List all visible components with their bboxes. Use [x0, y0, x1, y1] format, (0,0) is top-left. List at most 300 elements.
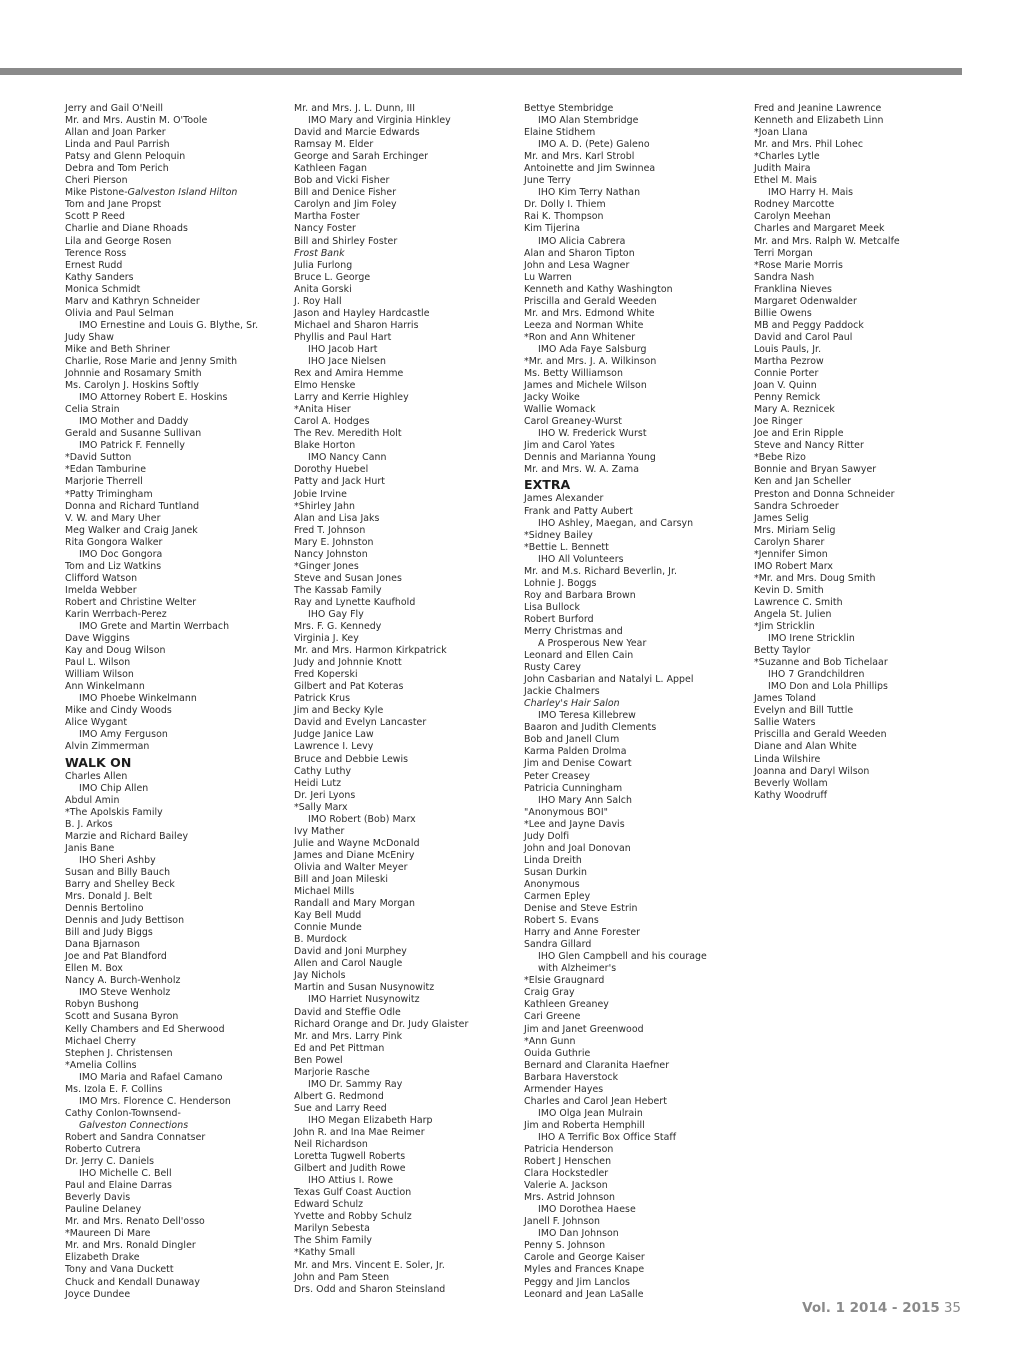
donor-name	[524, 1289, 749, 1301]
tribute-line	[294, 814, 519, 826]
entry-text: IMO Nancy Cann	[308, 452, 387, 464]
entry-text: Craig Gray	[524, 987, 575, 999]
donor-name	[65, 807, 290, 819]
donor-name	[294, 236, 519, 248]
entry-text: David and Steffie Odle	[294, 1006, 401, 1018]
donor-name	[524, 332, 749, 344]
tribute-line	[524, 1108, 749, 1120]
donor-name	[524, 127, 749, 139]
donor-name	[294, 489, 519, 501]
donor-name	[754, 103, 979, 115]
donor-name	[65, 1289, 290, 1301]
entry-text: IMO A. D. (Pete) Galeno	[538, 139, 650, 151]
donor-name	[65, 597, 290, 609]
entry-text: Joe Ringer	[754, 416, 803, 428]
donor-name	[754, 525, 979, 537]
entry-text: Stephen J. Christensen	[65, 1047, 173, 1059]
entry-text: Angela St. Julien	[754, 608, 832, 620]
donor-name	[524, 440, 749, 452]
entry-text: Beverly Wollam	[754, 777, 828, 789]
donor-name	[524, 1240, 749, 1252]
entry-text: Charlie, Rose Marie and Jenny Smith	[65, 355, 238, 367]
donor-name	[524, 590, 749, 602]
entry-text: Mike Pistone-	[65, 187, 128, 199]
entry-text: Julie and Wayne McDonald	[294, 837, 420, 849]
entry-text: Bernard and Claranita Haefner	[524, 1059, 670, 1071]
entry-text: James and Diane McEniry	[294, 849, 415, 861]
donor-name	[754, 452, 979, 464]
entry-text: Jobie Irvine	[294, 488, 347, 500]
donor-name	[294, 103, 519, 115]
entry-text: Sandra Gillard	[524, 939, 592, 951]
entry-text: Robert Burford	[524, 613, 594, 625]
entry-text: Judy Shaw	[65, 331, 114, 343]
entry-text: Jerry and Gail O'Neill	[65, 103, 164, 114]
tribute-line	[65, 416, 290, 428]
entry-text: Diane and Alan White	[754, 741, 857, 753]
tribute-line	[65, 549, 290, 561]
donor-name	[65, 879, 290, 891]
donor-name	[65, 795, 290, 807]
donor-name	[65, 999, 290, 1011]
donor-name	[65, 260, 290, 272]
tribute-line	[65, 1072, 290, 1084]
entry-text: Blake Horton	[294, 440, 356, 452]
entry-text: Mrs. Astrid Johnson	[524, 1192, 616, 1204]
entry-text: Robert J Henschen	[524, 1156, 612, 1168]
donor-name	[65, 585, 290, 597]
entry-text: Karin Werrbach-Perez	[65, 608, 167, 620]
entry-text: *Sally Marx	[294, 801, 348, 813]
entry-text: *Bebe Rizo	[754, 452, 806, 464]
donor-name	[524, 843, 749, 855]
entry-text: Jim and Becky Kyle	[294, 705, 384, 717]
entry-text: "Anonymous BOI"	[524, 806, 609, 818]
entry-text: Patrick Krus	[294, 693, 351, 705]
donor-name	[754, 573, 979, 585]
entry-text: Steve and Nancy Ritter	[754, 440, 864, 452]
entry-text: Joyce Dundee	[65, 1288, 131, 1300]
donor-name	[294, 958, 519, 970]
entry-text: Connie Porter	[754, 368, 819, 380]
entry-text: Ramsay M. Elder	[294, 139, 374, 151]
donor-name	[294, 308, 519, 320]
entry-text: George and Sarah Erchinger	[294, 151, 429, 163]
entry-text: IMO Dorothea Haese	[538, 1204, 636, 1216]
entry-text: IMO Patrick F. Fennelly	[79, 440, 185, 452]
donor-name	[524, 686, 749, 698]
entry-text: *Lee and Jayne Davis	[524, 818, 625, 830]
entry-text: John R. and Ina Mae Reimer	[294, 1126, 425, 1138]
section-heading	[65, 755, 290, 771]
donor-name	[294, 537, 519, 549]
entry-text: Dennis and Marianna Young	[524, 452, 656, 464]
entry-text: Linda Dreith	[524, 854, 582, 866]
entry-text: Alan and Sharon Tipton	[524, 247, 635, 259]
donor-name	[524, 734, 749, 746]
tribute-line	[65, 783, 290, 795]
donor-name	[65, 891, 290, 903]
donor-name	[294, 248, 519, 260]
entry-text: Carol A. Hodges	[294, 416, 370, 428]
donor-name	[65, 705, 290, 717]
donor-name	[65, 428, 290, 440]
entry-text: Peggy and Jim Lanclos	[524, 1276, 630, 1288]
entry-text: Patricia Cunningham	[524, 782, 623, 794]
donor-name	[524, 927, 749, 939]
donor-name	[294, 513, 519, 525]
donor-name	[65, 452, 290, 464]
entry-text: IMO Robert Marx	[754, 560, 834, 572]
entry-text: Mrs. Miriam Selig	[754, 524, 836, 536]
donor-name	[524, 975, 749, 987]
donor-name	[754, 260, 979, 272]
entry-text: Alan and Lisa Jaks	[294, 512, 380, 524]
donor-name	[524, 1036, 749, 1048]
entry-text: Lila and George Rosen	[65, 235, 172, 247]
entry-text: Mr. and Mrs. Harmon Kirkpatrick	[294, 645, 447, 657]
donor-name	[294, 199, 519, 211]
donor-name	[754, 404, 979, 416]
entry-text: IMO Alicia Cabrera	[538, 235, 626, 247]
entry-text: The Kassab Family	[294, 584, 382, 596]
entry-text: Phyllis and Paul Hart	[294, 331, 392, 343]
entry-text: IMO Chip Allen	[79, 782, 149, 794]
entry-text: IMO Irene Stricklin	[768, 633, 855, 645]
donor-name	[294, 223, 519, 235]
tribute-line	[524, 344, 749, 356]
donor-name	[294, 320, 519, 332]
entry-text: Rodney Marcotte	[754, 199, 835, 211]
entry-text: Valerie A. Jackson	[524, 1180, 608, 1192]
entry-text: Mr. and Mrs. Phil Lohec	[754, 139, 864, 151]
donor-name	[524, 1011, 749, 1023]
entry-text: Ken and Jan Scheller	[754, 476, 852, 488]
donor-name	[294, 1247, 519, 1259]
entry-text: Lisa Bullock	[524, 601, 580, 613]
tribute-line	[294, 344, 519, 356]
entry-text: IHO Megan Elizabeth Harp	[308, 1114, 433, 1126]
donor-name	[65, 1240, 290, 1252]
donor-name	[524, 746, 749, 758]
entry-text: Cari Greene	[524, 1011, 581, 1023]
tribute-line	[65, 621, 290, 633]
donor-name	[65, 513, 290, 525]
donor-name	[294, 681, 519, 693]
donor-name	[294, 862, 519, 874]
entry-text: Tom and Jane Propst	[65, 199, 162, 211]
entry-text: Janell F. Johnson	[524, 1216, 601, 1228]
entry-text: IMO Don and Lola Phillips	[768, 681, 888, 693]
donor-name	[754, 585, 979, 597]
donor-name	[524, 380, 749, 392]
donor-name	[524, 1180, 749, 1192]
donor-name	[65, 356, 290, 368]
donor-name	[524, 987, 749, 999]
donor-name	[294, 476, 519, 488]
donor-name	[65, 1048, 290, 1060]
donor-name	[754, 139, 979, 151]
tribute-line	[65, 1168, 290, 1180]
entry-text: *Suzanne and Bob Tichelaar	[754, 657, 888, 669]
entry-text: Jim and Roberta Hemphill	[524, 1119, 645, 1131]
donor-name	[65, 915, 290, 927]
entry-text: V. W. and Mary Uher	[65, 512, 161, 524]
entry-text: IHO Jace Nielsen	[308, 355, 386, 367]
tribute-line	[524, 795, 749, 807]
entry-text: Connie Munde	[294, 922, 362, 934]
donor-name	[294, 211, 519, 223]
entry-text: Charles and Margaret Meek	[754, 223, 885, 235]
entry-text: Michael Mills	[294, 886, 355, 898]
donor-name	[754, 296, 979, 308]
tribute-line	[65, 320, 290, 332]
entry-text: Alice Wygant	[65, 717, 128, 729]
donor-name	[524, 356, 749, 368]
donor-name	[65, 175, 290, 187]
donor-name	[294, 802, 519, 814]
donor-name	[754, 248, 979, 260]
donor-name	[65, 1132, 290, 1144]
entry-text: Franklina Nieves	[754, 283, 832, 295]
entry-text: Roy and Barbara Brown	[524, 589, 636, 601]
tribute-line	[524, 139, 749, 151]
entry-text: Marv and Kathryn Schneider	[65, 295, 200, 307]
donor-name	[294, 1199, 519, 1211]
entry-text: John and Joal Donovan	[524, 842, 631, 854]
entry-text: Linda and Paul Parrish	[65, 139, 170, 151]
donor-name	[524, 626, 749, 638]
donor-name	[524, 211, 749, 223]
donor-name	[524, 758, 749, 770]
entry-text: Martin and Susan Nusynowitz	[294, 982, 435, 994]
donor-name	[754, 729, 979, 741]
donor-name	[294, 838, 519, 850]
entry-text: IMO Alan Stembridge	[538, 115, 639, 127]
donor-name	[65, 1228, 290, 1240]
entry-text: Jacky Woike	[524, 392, 580, 404]
donor-name	[65, 163, 290, 175]
entry-text: Barbara Haverstock	[524, 1071, 619, 1083]
donor-name	[754, 609, 979, 621]
entry-text: Mary A. Reznicek	[754, 404, 835, 416]
entry-text: EXTRA	[524, 477, 571, 493]
donor-name	[65, 1277, 290, 1289]
entry-text: Bob and Janell Clum	[524, 734, 620, 746]
donor-name	[524, 939, 749, 951]
donor-name	[294, 766, 519, 778]
donor-name	[65, 975, 290, 987]
donor-name	[65, 296, 290, 308]
donor-name	[524, 1096, 749, 1108]
donor-name	[65, 404, 290, 416]
donor-name	[65, 187, 290, 199]
donor-name	[524, 320, 749, 332]
donor-name	[524, 566, 749, 578]
donor-name	[754, 717, 979, 729]
entry-text: Cheri Pierson	[65, 175, 128, 187]
donor-name	[65, 103, 290, 115]
entry-text: *Edan Tamburine	[65, 464, 147, 476]
donor-name	[65, 211, 290, 223]
entry-text: Joanna and Daryl Wilson	[754, 765, 870, 777]
entry-text: Myles and Frances Knape	[524, 1264, 645, 1276]
tribute-line	[524, 1204, 749, 1216]
entry-text: with Alzheimer's	[538, 963, 617, 975]
donor-name	[294, 525, 519, 537]
donor-name	[65, 1252, 290, 1264]
entry-text: Ethel M. Mais	[754, 175, 817, 187]
entry-text: *Jennifer Simon	[754, 548, 828, 560]
donor-name	[524, 308, 749, 320]
donor-name	[294, 934, 519, 946]
tribute-line	[294, 1079, 519, 1091]
donor-name	[754, 320, 979, 332]
donor-name	[754, 284, 979, 296]
page-footer	[802, 1300, 961, 1316]
entry-text: Bruce L. George	[294, 271, 371, 283]
donor-name	[754, 416, 979, 428]
entry-text: Robert and Christine Welter	[65, 596, 197, 608]
entry-text: Roberto Cutrera	[65, 1143, 141, 1155]
entry-text: Wallie Womack	[524, 404, 596, 416]
entry-text: Texas Gulf Coast Auction	[294, 1187, 412, 1199]
donor-name	[294, 404, 519, 416]
donor-name	[524, 999, 749, 1011]
entry-text: IMO Dr. Sammy Ray	[308, 1078, 403, 1090]
donor-name	[754, 597, 979, 609]
entry-text: Yvette and Robby Schulz	[294, 1211, 412, 1223]
donor-name	[754, 754, 979, 766]
entry-text: Paul L. Wilson	[65, 657, 131, 669]
tribute-line	[65, 392, 290, 404]
donor-name	[524, 831, 749, 843]
entry-text: Dr. Dolly I. Thiem	[524, 199, 606, 211]
sponsor-italic-text: Galveston Connections	[79, 1119, 189, 1131]
donor-name	[754, 645, 979, 657]
entry-text: Betty Taylor	[754, 645, 811, 657]
donor-column-4	[754, 103, 979, 802]
tribute-line	[524, 554, 749, 566]
entry-text: Gerald and Susanne Sullivan	[65, 428, 202, 440]
donor-name	[294, 874, 519, 886]
donor-name	[294, 741, 519, 753]
entry-text: Margaret Odenwalder	[754, 295, 857, 307]
entry-text: Gilbert and Judith Rowe	[294, 1163, 406, 1175]
entry-text: Jay Nichols	[294, 970, 346, 982]
entry-text: Martha Pezrow	[754, 355, 824, 367]
entry-text: *Jim Stricklin	[754, 621, 815, 633]
entry-text: Allen and Carol Naugle	[294, 958, 403, 970]
donor-name	[754, 236, 979, 248]
entry-text: Chuck and Kendall Dunaway	[65, 1276, 200, 1288]
entry-text: Anonymous	[524, 878, 580, 890]
donor-name	[294, 284, 519, 296]
entry-text: Bettye Stembridge	[524, 103, 614, 114]
entry-text: John and Pam Steen	[294, 1271, 390, 1283]
entry-text: Karma Palden Drolma	[524, 746, 627, 758]
entry-text: IMO Olga Jean Mulrain	[538, 1107, 643, 1119]
tribute-line	[524, 1228, 749, 1240]
entry-text: Dennis Bertolino	[65, 903, 144, 915]
entry-text: Debra and Tom Perich	[65, 163, 169, 175]
donor-name	[65, 573, 290, 585]
donor-name	[524, 602, 749, 614]
donor-name	[524, 530, 749, 542]
entry-text: Dr. Jeri Lyons	[294, 789, 356, 801]
entry-text: Lawrence C. Smith	[754, 596, 843, 608]
entry-text: Mr. and Mrs. Larry Pink	[294, 1030, 403, 1042]
tribute-line	[754, 187, 979, 199]
entry-text: Billie Owens	[754, 307, 812, 319]
tribute-line	[294, 1175, 519, 1187]
donor-name	[524, 867, 749, 879]
donor-name	[65, 903, 290, 915]
donor-name	[65, 939, 290, 951]
entry-text: IMO Robert (Bob) Marx	[308, 813, 416, 825]
donor-name	[754, 392, 979, 404]
entry-text: Meg Walker and Craig Janek	[65, 524, 198, 536]
entry-text: Kelly Chambers and Ed Sherwood	[65, 1023, 225, 1035]
tribute-line	[294, 452, 519, 464]
donor-name	[294, 127, 519, 139]
entry-text: Nancy Foster	[294, 223, 356, 235]
entry-text: Sandra Schroeder	[754, 500, 839, 512]
donor-name	[754, 693, 979, 705]
donor-name	[294, 1055, 519, 1067]
entry-text: Carol Greaney-Wurst	[524, 416, 623, 428]
donor-name	[65, 115, 290, 127]
entry-text: Judith Maira	[754, 163, 811, 175]
donor-name	[294, 139, 519, 151]
entry-text: Elmo Henske	[294, 380, 356, 392]
entry-text: *Ron and Ann Whitener	[524, 331, 636, 343]
donor-name	[65, 525, 290, 537]
donor-name	[524, 1024, 749, 1036]
entry-text: June Terry	[524, 175, 571, 187]
entry-text: IMO Mrs. Florence C. Henderson	[79, 1095, 231, 1107]
entry-text: Kathy Woodruff	[754, 789, 828, 801]
entry-text: Dennis and Judy Bettison	[65, 915, 185, 927]
donor-name	[524, 662, 749, 674]
donor-name	[524, 1277, 749, 1289]
tribute-line	[65, 855, 290, 867]
entry-text: Jason and Hayley Hardcastle	[294, 307, 430, 319]
entry-text: Mr. and Mrs. J. L. Dunn, III	[294, 103, 416, 114]
entry-text: Ms. Izola E. F. Collins	[65, 1083, 163, 1095]
donor-name	[524, 1168, 749, 1180]
donor-name	[754, 790, 979, 802]
donor-name	[754, 272, 979, 284]
donor-name	[294, 380, 519, 392]
donor-name	[65, 645, 290, 657]
entry-text: *Mr. and Mrs. Doug Smith	[754, 572, 876, 584]
entry-text: IMO Dan Johnson	[538, 1228, 619, 1240]
donor-name	[754, 657, 979, 669]
entry-text: Marzie and Richard Bailey	[65, 830, 189, 842]
entry-text: Terence Ross	[65, 247, 127, 259]
entry-text: Dr. Jerry C. Daniels	[65, 1156, 155, 1168]
entry-text: Michael and Sharon Harris	[294, 319, 419, 331]
donor-name	[524, 151, 749, 163]
donor-name	[294, 1151, 519, 1163]
entry-text: *Ann Gunn	[524, 1035, 576, 1047]
donor-name	[524, 1264, 749, 1276]
donor-name	[294, 1211, 519, 1223]
entry-text: *Sidney Bailey	[524, 529, 593, 541]
entry-text: Bill and Denice Fisher	[294, 187, 397, 199]
entry-text: Jim and Janet Greenwood	[524, 1023, 644, 1035]
